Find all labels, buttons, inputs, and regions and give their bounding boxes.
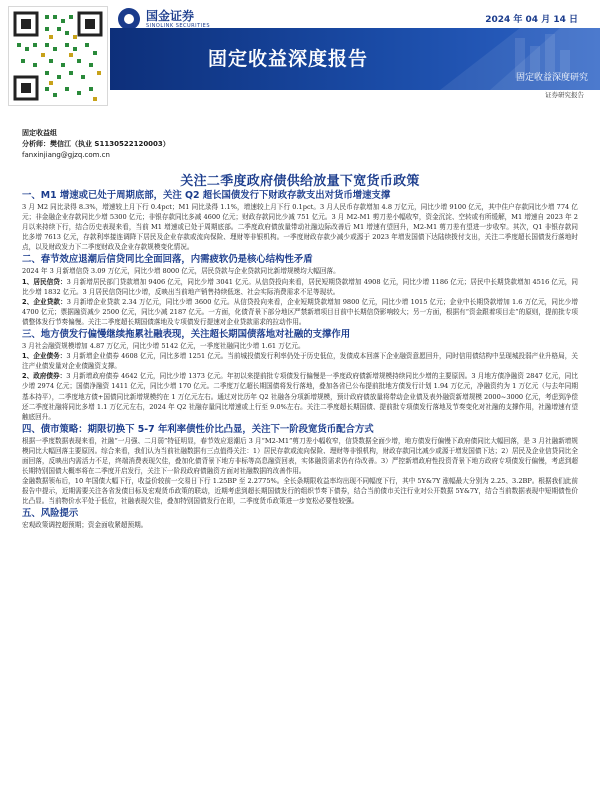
- paragraph-lead: 2、企业贷款：: [22, 297, 67, 306]
- paragraph-text: 2024 年 3 月新增信贷 3.09 万亿元，同比少增 8000 亿元，居民贷款与企业贷款同比新增规模均大幅回落。: [22, 267, 340, 276]
- paragraph-text: 3 月新增企业贷款 2.34 万亿元，同比少增 3600 亿元。从信贷投向来看，企业短期贷款增加 9800 亿元，同比少增 1015 亿元；企业中长期贷款增加 1.6 万亿元，同比少增 4700 亿元；票据融资减少 2500 亿元，同比少减 2187 亿元。一方面，化债背景下部分地区严禁新增项目目前中长期信贷影响较大；另一方面，根据有“资金跟着项目走”的原则，提前批专项债整体发行节奏偏慢。关注二季度超长期国债落地及专项债发行提速对企业贷款需求的拉动作用。: [22, 297, 579, 326]
- report-type-title: 固定收益深度报告: [208, 48, 369, 70]
- report-header: [0, 0, 600, 110]
- paragraph-lead: 1、居民信贷：: [22, 277, 67, 286]
- paragraph-text: 3 月 M2 同比录得 8.3%，增速较上月下行 0.4pct；M1 同比录得 1.1%，增速较上月下行 0.1pct。3 月人民币存款增加 4.8 万亿元，同比少增 9100 亿元，其中住户存款同比少增 774 亿元；非金融企业存款同比少增 5300 亿元；非银存款同比多减 4600 亿元；财政存款同比少减 751 亿元。3 月 M2-M1 剪刀差小幅收窄，资金沉淀、空转或有所缓解，M1 增速自 2023 年 2 月以来持续下行，结合历史表现来看，当前 M1 增速或已处于周期底部。二季度政府债放量带动社融边际改善后 M1 增速有望回升，M2-M1 剪刀差有望进一步收窄。其次，Q1 非银存款同比多增 7613 亿元，存款利率接连调降下居民及企业存款或流向保险、理财等非银机构。一季度财政存款少减少或源于 2023 年增发国债下达陆续拨付支出，关注二季度超长国债发行落地时点，以及财政发力下二季度财政及企业存款规模变化情况。: [22, 203, 578, 252]
- section-heading: 三、地方债发行偏慢继续拖累社融表现，关注超长期国债落地对社融的支撑作用: [22, 329, 351, 341]
- paragraph: [22, 297, 578, 327]
- report-body: [22, 188, 578, 531]
- section-heading: 一、M1 增速或已处于周期底部，关注 Q2 超长国债发行下财政存款支出对货币增速支撑: [22, 190, 391, 201]
- section-heading: 五、风险提示: [22, 508, 79, 520]
- paragraph-text: 3 月新增居民部门贷款增加 9406 亿元，同比少增 3041 亿元。从信贷投向来看，居民短期贷款增加 4908 亿元，同比少增 1186 亿元；居民中长期贷款增加 4516 亿元，同比少增 1832 亿元。3 月居民信贷同比少增，反映出当前地产销售持续低迷、社会实际消费需求不足等现状。: [22, 277, 579, 296]
- section-heading: 二、春节效应退潮后信贷同比全面回落，内需疲软仍是核心结构性矛盾: [22, 254, 313, 266]
- analyst-email: fanxinjiang@gjzq.com.cn: [22, 151, 110, 159]
- paragraph: [22, 341, 578, 351]
- report-label: 证券研究报告: [545, 91, 584, 99]
- paragraph: [22, 436, 578, 476]
- logo-mark-icon: [118, 8, 140, 30]
- paragraph: [22, 277, 578, 297]
- paragraph-text: 3 月新增政府债券 4642 亿元，同比少增 1373 亿元。年初以来提前批专项债发行偏慢是一季度政府债新增规模持续同比少增的主要原因。3 月地方债净融资 2847 亿元，同比少增 2974 亿元；国债净融资 1411 亿元，同比少增 170 亿元。二季度万亿超长期国债将发行落地，叠加各省已公布提前批地方债发行计划 1.94 万亿元，净融资约为 1 万亿元（与去年同期基本持平），二季度地方债+国债同比新增规模约在 1 万亿元左右。通过对比历年 Q2 社融各分项新增规模，预计政府债放量将带动企业债及表外融资新增规模 2000~3000 亿元，考虑到净偿还二季度社融将同比多增 1.1 万亿元左右，2024 年 Q2 社融存量同比增速或上行至 9.0%左右。关注二季度超长期国债、提前批专项债发行落地及节奏变化对社融的支撑作用，社融增速有望触底回升。: [22, 372, 579, 421]
- paragraph-text: 3 月社会融资规模增加 4.87 万亿元，同比少增 5142 亿元，一季度社融同比少增 1.61 万亿元。: [22, 342, 305, 351]
- logo-name-en: SINOLINK SECURITIES: [146, 22, 210, 29]
- paragraph: [22, 351, 578, 371]
- qr-code: [8, 6, 108, 106]
- report-title: 关注二季度政府债供给放量下宽货币政策: [180, 174, 420, 189]
- paragraph-text: 3 月新增企业债券 4608 亿元，同比多增 1251 亿元。当前城投债发行利率仍处于历史低位，发债成本回落下企业融资意愿回升，同时信用债结构中呈现城投弱产业升格局，关注产业债发量对企业债融资支撑。: [22, 352, 578, 371]
- logo-name: 国金证券: [146, 8, 195, 23]
- paragraph-text: 金融数据领布后，10 年国债大幅下行，收益价较前一交易日下行 1.25BP 至 2.2775%。全长条期限收益率均出现不同幅度下行，其中 5Y&7Y 涨幅最大分别为 2.25、3.2BP。根据我们此前报告中提示，近期需要关注各省发债目标及宏观货币政策的联动，近期考虑到超长期国债发行的组织节奏下债券，结合当前债市关注行业对公开数据 5Y&7Y，结合当前数据表现中短期债性价比凸显。当前物价水平处于低位，社融表现欠佳，叠加特别国债发行在即，二季度货币政策进一步宽松必要性较强。: [22, 477, 578, 506]
- paragraph-lead: 1、企业债务：: [22, 352, 67, 361]
- paragraph-text: 宏观政策调控超预期；资金面收紧超预期。: [22, 521, 148, 530]
- paragraph: [22, 520, 578, 530]
- section-heading: 四、债市策略：期限切换下 5-7 年利率债性价比凸显，关注下一阶段宽货币配合方式: [22, 423, 374, 435]
- paragraph: [22, 476, 578, 506]
- analyst-name: 分析师：樊信江（执业 S1130522120003）: [22, 140, 170, 148]
- report-date: 2024 年 04 月 14 日: [485, 15, 578, 25]
- report-category: 固定收益深度研究: [515, 73, 588, 83]
- title-banner: [110, 28, 600, 90]
- paragraph-text: 根据一季度数据表现来看，社融“一月强、二月弱”特征明显，春节效应退潮后 3 月“M2-M1”剪刀差小幅收窄，信贷数据全面少增，地方债发行偏慢下政府债同比大幅回落，是 3 月社融新增规模同比大幅回落主要原因。综合来看，我们认为当前社融数据有三点值得关注：1）居民存款或流向保险、理财等非银机构，财政存款同比减少或源于增发国债下达；2）居民及企业信贷同比全面回落，反映出内需活力不足，终端消费表现欠佳，叠加化债背景下地方非标等高息融资回表，实体融资需求仍有待改善。3）严控新增政府性投资背景下地方政府专项债发行偏慢，考虑到超长期特别国债大概率将在二季度开启发行，关注下一阶段政府债融资方面对社融数据的改善作用。: [22, 436, 578, 476]
- paragraph-lead: 2、政府债券：: [22, 372, 67, 381]
- company-logo: [118, 8, 210, 30]
- analyst-block: [22, 128, 170, 161]
- paragraph: [22, 202, 578, 252]
- paragraph: [22, 371, 578, 421]
- team-name: 固定收益组: [22, 129, 57, 137]
- paragraph: [22, 266, 578, 276]
